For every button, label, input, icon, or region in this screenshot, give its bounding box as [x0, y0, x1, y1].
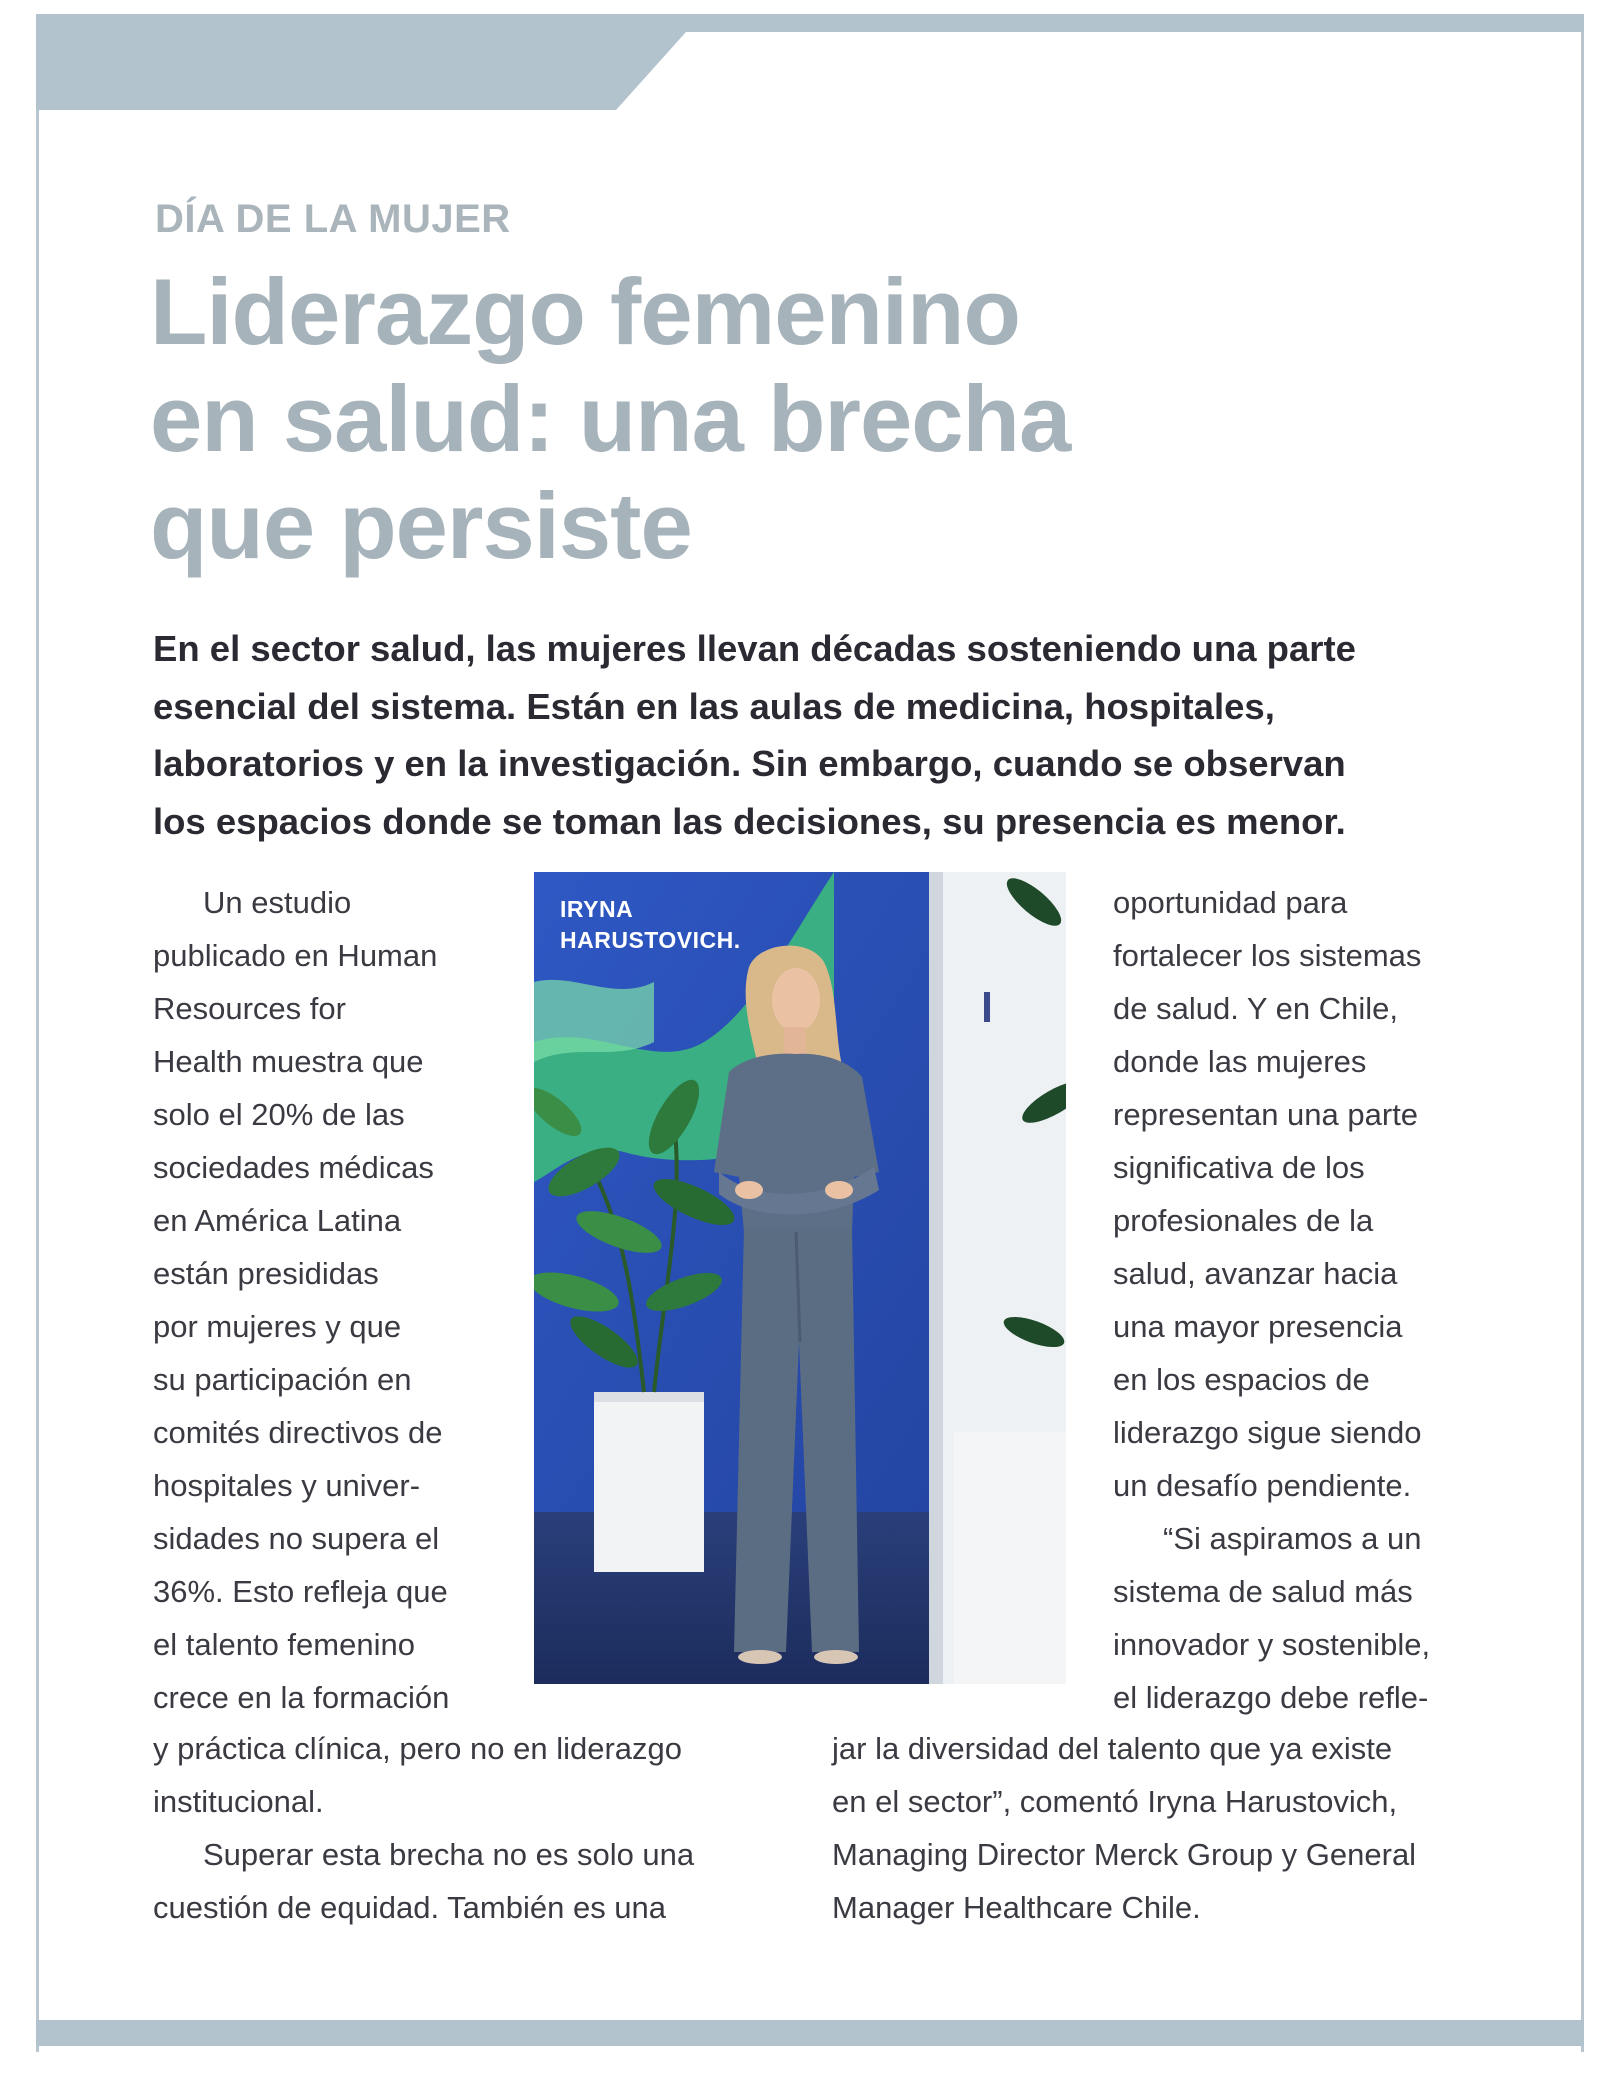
body-line: de salud. Y en Chile,: [1113, 991, 1398, 1026]
body-line: sidades no supera el: [153, 1521, 440, 1556]
body-line: solo el 20% de las: [153, 1097, 405, 1132]
headline-line: en salud: una brecha: [150, 366, 1071, 471]
lead-line: los espacios donde se toman las decisiones, su presencia es menor.: [153, 800, 1346, 842]
body-line: en el sector”, comentó Iryna Harustovich,: [832, 1784, 1398, 1819]
body-line: hospitales y univer-: [153, 1468, 421, 1503]
body-bottom-left: [153, 1722, 694, 1934]
section-kicker: DÍA DE LA MUJER: [155, 197, 511, 241]
portrait-photo: [534, 872, 1066, 1684]
body-line: salud, avanzar hacia: [1113, 1256, 1398, 1291]
body-line: y práctica clínica, pero no en liderazgo: [153, 1731, 683, 1766]
body-line: sistema de salud más: [1113, 1574, 1413, 1609]
lead-line: laboratorios y en la investigación. Sin embargo, cuando se observan: [153, 743, 1346, 784]
body-bottom-right: [832, 1722, 1416, 1934]
body-line: “Si aspiramos a un: [1163, 1521, 1422, 1556]
body-line: Manager Healthcare Chile.: [832, 1890, 1201, 1925]
caption-line: IRYNA: [560, 896, 634, 922]
body-line: están presididas: [153, 1256, 379, 1291]
body-line: jar la diversidad del talento que ya existe: [832, 1731, 1393, 1766]
headline-line: que persiste: [150, 473, 692, 578]
body-line: el talento femenino: [153, 1627, 415, 1662]
body-line: institucional.: [153, 1784, 324, 1819]
body-line: Superar esta brecha no es solo una: [203, 1837, 695, 1872]
lead-line: En el sector salud, las mujeres llevan décadas sosteniendo una parte: [153, 628, 1356, 669]
body-line: cuestión de equidad. También es una: [153, 1890, 667, 1925]
body-line: el liderazgo debe refle-: [1113, 1680, 1429, 1715]
body-line: donde las mujeres: [1113, 1044, 1367, 1079]
body-right-column: [1113, 876, 1430, 1724]
body-line: representan una parte: [1113, 1097, 1419, 1132]
body-line: Resources for: [153, 991, 346, 1026]
body-line: una mayor presencia: [1113, 1309, 1403, 1344]
caption-line: HARUSTOVICH.: [560, 927, 741, 953]
body-line: su participación en: [153, 1362, 412, 1397]
photo-caption: [560, 894, 741, 956]
lead-paragraph: [153, 620, 1493, 850]
body-line: liderazgo sigue siendo: [1113, 1415, 1422, 1450]
body-line: crece en la formación: [153, 1680, 450, 1715]
top-accent-band: [36, 14, 1584, 114]
body-line: sociedades médicas: [153, 1150, 434, 1185]
body-line: publicado en Human: [153, 938, 438, 973]
body-line: innovador y sostenible,: [1113, 1627, 1431, 1662]
body-line: oportunidad para: [1113, 885, 1348, 920]
body-line: Un estudio: [203, 885, 352, 920]
body-line: comités directivos de: [153, 1415, 443, 1450]
headline: [150, 258, 1270, 579]
headline-line: Liderazgo femenino: [150, 259, 1020, 364]
body-line: Health muestra que: [153, 1044, 424, 1079]
body-line: en América Latina: [153, 1203, 402, 1238]
body-line: en los espacios de: [1113, 1362, 1370, 1397]
body-line: Managing Director Merck Group y General: [832, 1837, 1417, 1872]
lead-line: esencial del sistema. Están en las aulas de medicina, hospitales,: [153, 685, 1275, 727]
body-line: por mujeres y que: [153, 1309, 402, 1344]
body-line: fortalecer los sistemas: [1113, 938, 1422, 973]
body-line: 36%. Esto refleja que: [153, 1574, 448, 1609]
bottom-accent-band: [36, 2020, 1584, 2046]
body-line: significativa de los: [1113, 1150, 1365, 1185]
body-line: profesionales de la: [1113, 1203, 1374, 1238]
body-left-column: [153, 876, 449, 1724]
body-line: un desafío pendiente.: [1113, 1468, 1412, 1503]
